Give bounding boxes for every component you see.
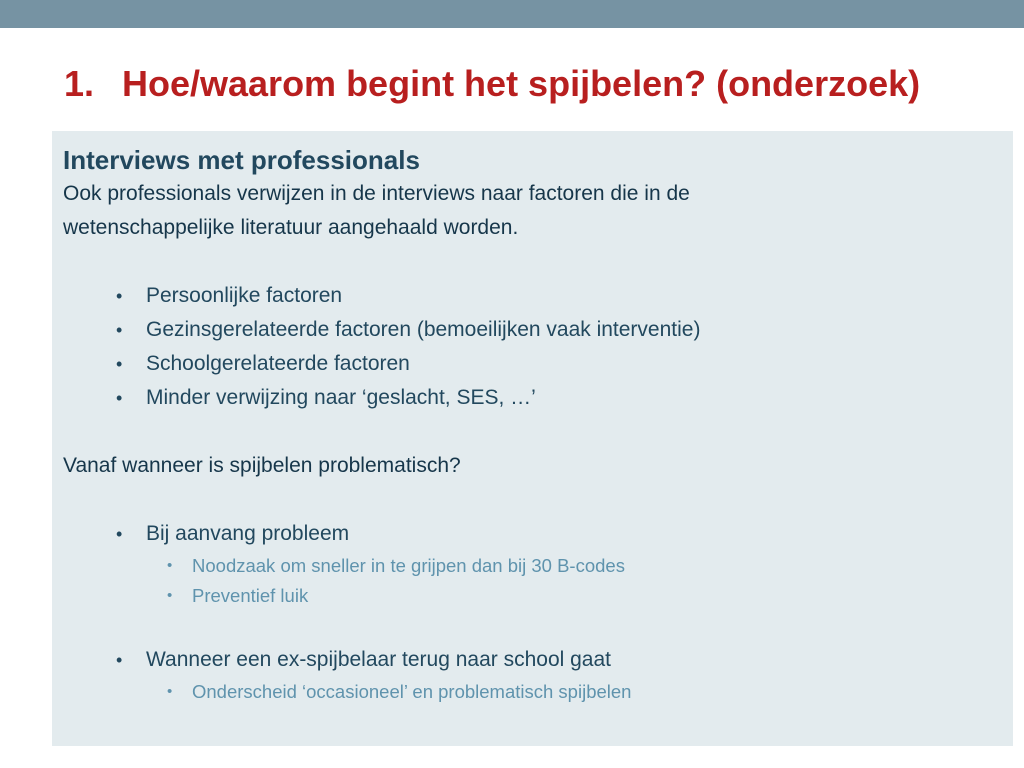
bullet-icon: • [167, 587, 173, 604]
intro-line-1: Ook professionals verwijzen in de interviews naar factoren die in de [63, 182, 690, 205]
spacer [63, 415, 993, 449]
list-item-text: Bij aanvang probleem [146, 522, 350, 545]
section-heading: Interviews met professionals [63, 145, 420, 175]
factor-list [63, 279, 993, 415]
list-item-text: Schoolgerelateerde factoren [146, 352, 410, 375]
content-box [52, 131, 1013, 746]
bullet-icon: • [116, 650, 123, 670]
list-item [63, 279, 993, 313]
title-text: Hoe/waarom begint het spijbelen? (onderzoek) [122, 63, 921, 104]
bullet-icon: • [116, 320, 123, 340]
question-text: Vanaf wanneer is spijbelen problematisch? [63, 454, 461, 477]
list-item-text: Persoonlijke factoren [146, 284, 343, 307]
bullet-icon: • [116, 524, 123, 544]
list-item [63, 313, 993, 347]
title-number: 1. [64, 63, 95, 104]
sub-list-2 [63, 677, 993, 707]
content-body [63, 143, 993, 707]
spacer [63, 245, 993, 279]
bullet-icon: • [116, 286, 123, 306]
bullet-icon: • [167, 683, 173, 700]
sub-list-item [63, 581, 993, 611]
list-item-text: Minder verwijzing naar ‘geslacht, SES, …’ [146, 386, 536, 409]
list-item [63, 381, 993, 415]
sub-list-item-text: Onderscheid ‘occasioneel’ en problematisch spijbelen [192, 681, 632, 702]
list-item-text: Wanneer een ex-spijbelaar terug naar school gaat [146, 648, 612, 671]
bullet-icon: • [167, 557, 173, 574]
point-list-1 [63, 517, 993, 551]
intro-line-2: wetenschappelijke literatuur aangehaald worden. [63, 216, 519, 239]
sub-list-item-text: Noodzaak om sneller in te grijpen dan bij 30 B-codes [192, 555, 625, 576]
list-item [63, 643, 993, 677]
sub-list-1 [63, 551, 993, 611]
sub-list-item-text: Preventief luik [192, 585, 309, 606]
spacer [63, 483, 993, 517]
sub-list-item [63, 551, 993, 581]
point-list-2 [63, 643, 993, 677]
slide-title [64, 56, 1004, 112]
bullet-icon: • [116, 388, 123, 408]
list-item-text: Gezinsgerelateerde factoren (bemoeilijken vaak interventie) [146, 318, 701, 341]
top-band [0, 0, 1024, 28]
sub-list-item [63, 677, 993, 707]
bullet-icon: • [116, 354, 123, 374]
list-item [63, 517, 993, 551]
spacer [63, 611, 993, 643]
list-item [63, 347, 993, 381]
